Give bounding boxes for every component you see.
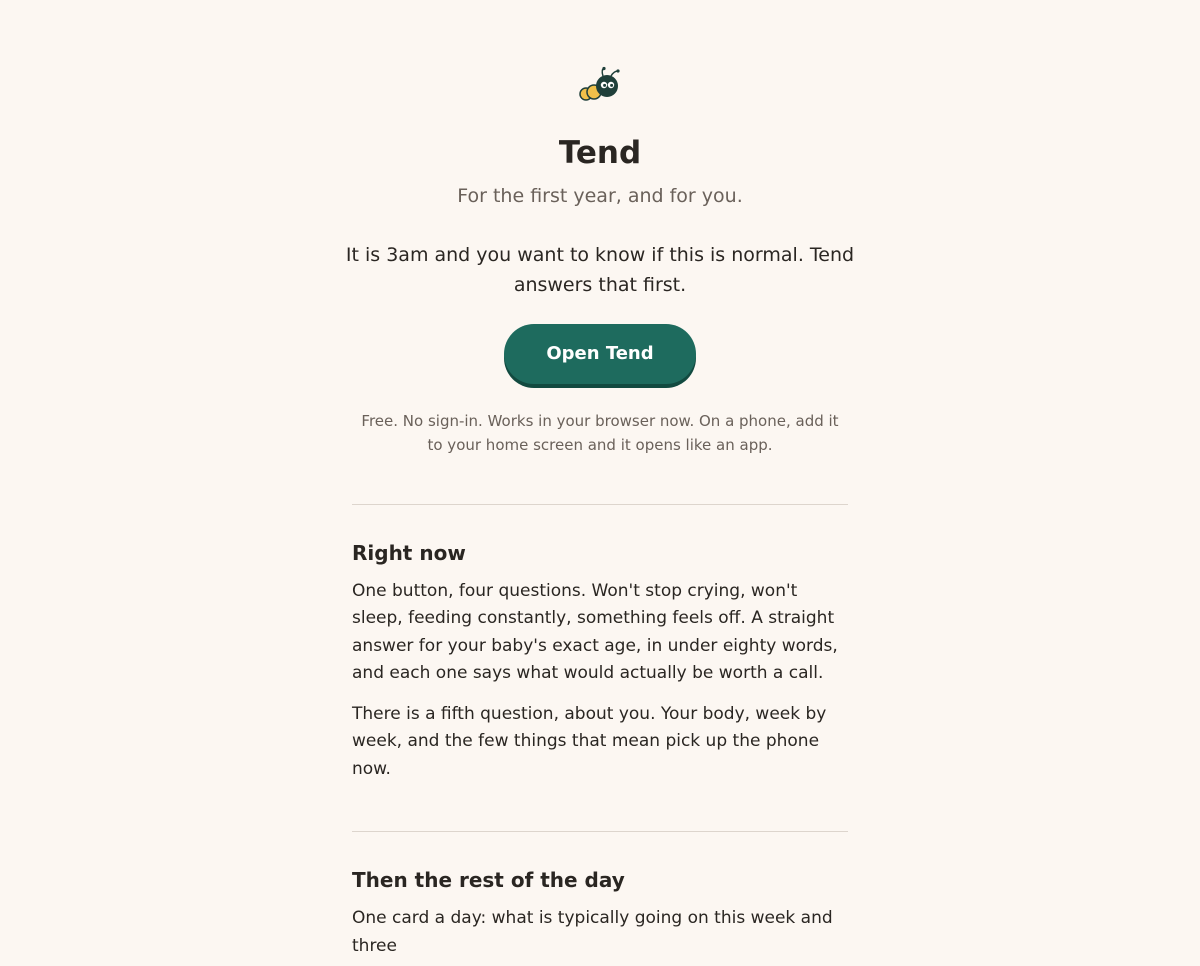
section-heading: Then the rest of the day xyxy=(352,868,625,893)
landing-page xyxy=(345,66,855,960)
section-right-now xyxy=(352,541,848,784)
section-paragraph: There is a fifth question, about you. Your body, week by week, and the few things that mean pick up the phone now. xyxy=(352,703,827,779)
section-rest-of-day xyxy=(352,868,848,960)
caterpillar-icon xyxy=(577,66,623,104)
section-paragraph: One card a day: what is typically going on this week and three xyxy=(352,908,833,956)
hero-lead-text: It is 3am and you want to know if this is normal. Tend answers that first. xyxy=(345,243,855,296)
section-divider xyxy=(352,831,848,832)
app-title: Tend xyxy=(558,135,642,171)
open-tend-button[interactable]: Open Tend xyxy=(504,324,696,384)
cta-container xyxy=(352,324,848,384)
section-paragraph: One button, four questions. Won't stop crying, won't sleep, feeding constantly, something feels off. A straight answer for your baby's exact age, in under eighty words, and each one says what would actually be worth a call. xyxy=(352,580,838,684)
fine-print: Free. No sign-in. Works in your browser now. On a phone, add it to your home screen and it opens like an app. xyxy=(361,411,839,454)
section-divider xyxy=(352,504,848,505)
section-heading: Right now xyxy=(352,540,466,565)
tagline: For the first year, and for you. xyxy=(457,185,743,208)
